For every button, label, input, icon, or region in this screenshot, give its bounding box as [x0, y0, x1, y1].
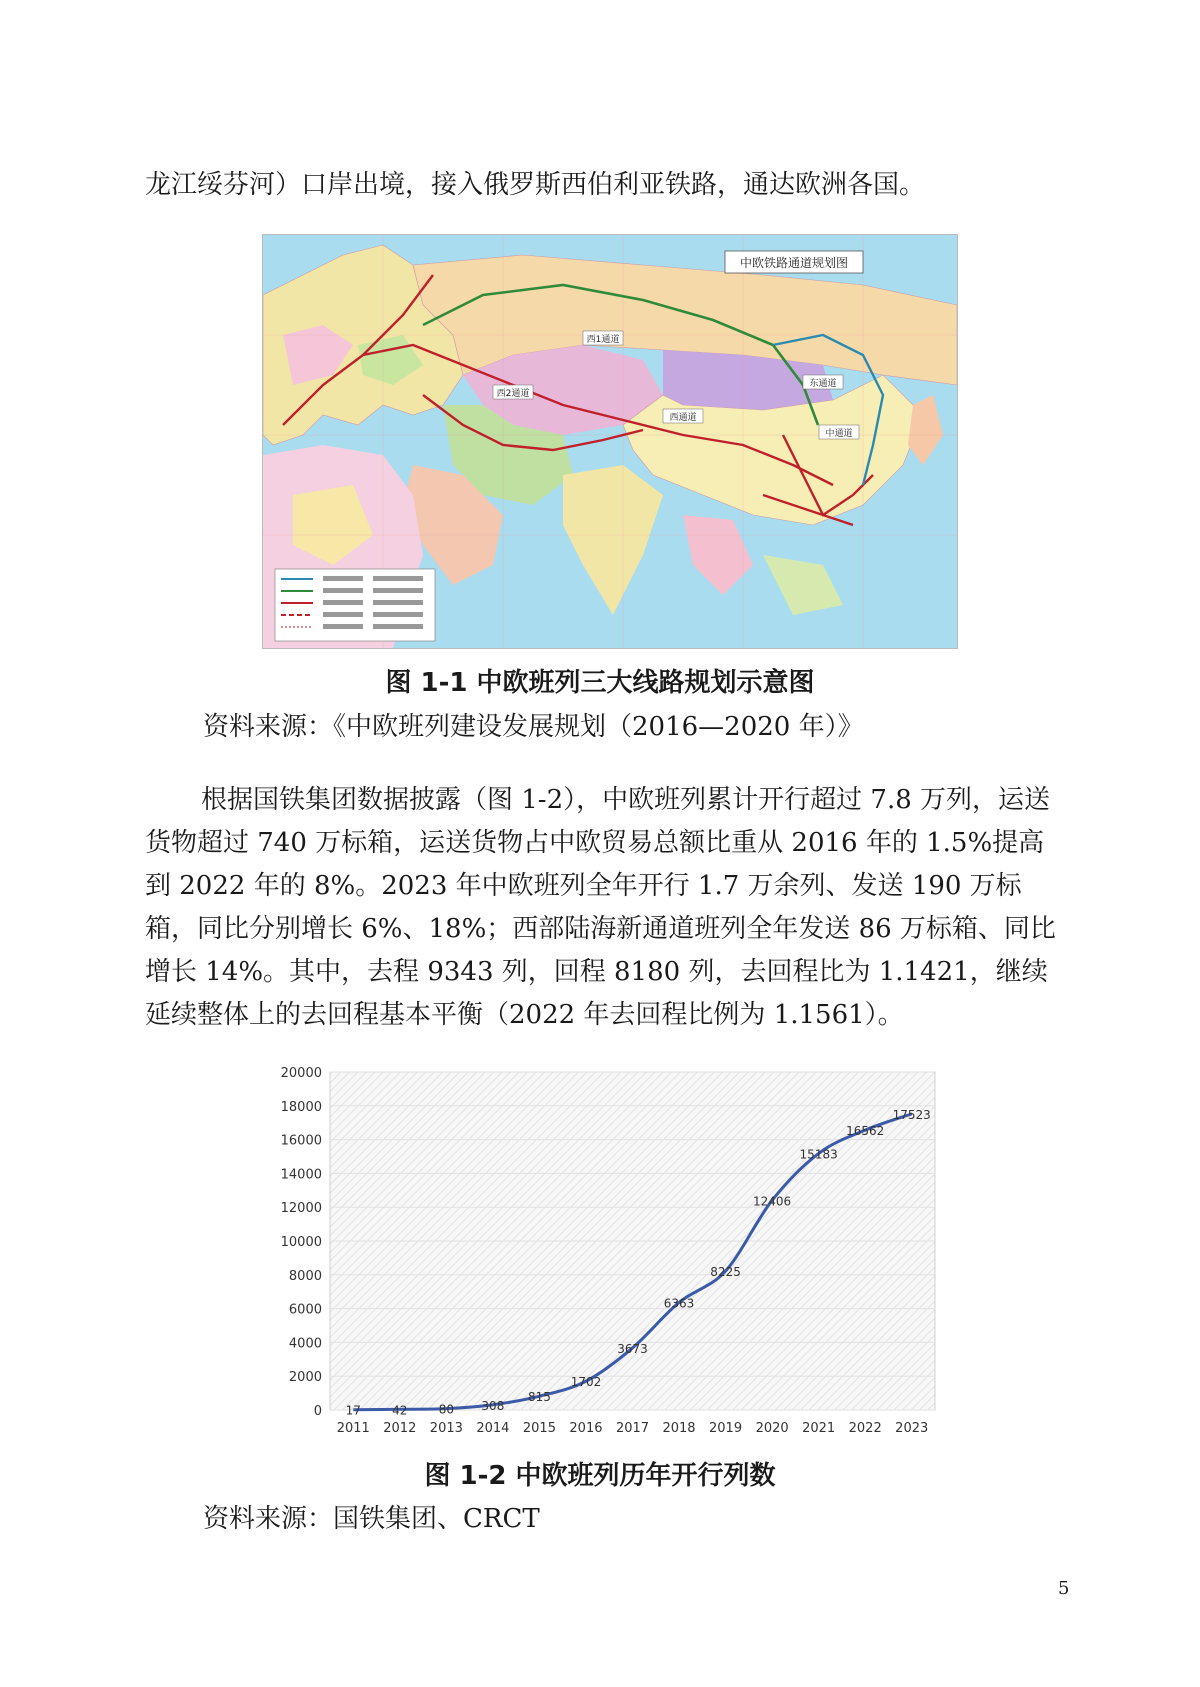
y-tick-label: 4000: [288, 1336, 322, 1352]
channel-label-east: 东通道: [809, 379, 837, 389]
chart-svg: [270, 1066, 950, 1446]
x-tick-label: 2019: [709, 1421, 743, 1436]
figure1-source: 资料来源：《中欧班列建设发展规划（2016—2020 年）》: [203, 712, 864, 742]
channel-label-west1: 西1通道: [586, 335, 620, 345]
data-label: 6363: [663, 1296, 695, 1311]
data-label: 308: [481, 1398, 505, 1413]
data-label: 80: [438, 1402, 454, 1417]
map-image: [262, 234, 958, 649]
x-tick-label: 2020: [755, 1421, 789, 1436]
x-tick-label: 2015: [522, 1421, 556, 1436]
data-label: 42: [392, 1403, 408, 1418]
y-tick-label: 6000: [288, 1302, 322, 1318]
figure1-caption: 图 1-1 中欧班列三大线路规划示意图: [385, 668, 815, 698]
x-tick-label: 2023: [895, 1421, 929, 1436]
data-label: 3673: [617, 1341, 648, 1356]
data-label: 17523: [892, 1107, 931, 1122]
data-label: 1702: [570, 1375, 602, 1390]
y-tick-label: 8000: [288, 1268, 322, 1284]
data-label: 815: [527, 1390, 551, 1405]
figure2-source: 资料来源：国铁集团、CRCT: [203, 1504, 540, 1534]
paragraph-intro: 龙江绥芬河）口岸出境，接入俄罗斯西伯利亚铁路，通达欧洲各国。: [145, 170, 926, 200]
figure2-caption: 图 1-2 中欧班列历年开行列数: [424, 1461, 776, 1491]
y-tick-label: 18000: [280, 1099, 322, 1115]
channel-label-middle: 中通道: [825, 429, 853, 439]
data-label: 15183: [799, 1147, 838, 1162]
x-tick-label: 2018: [662, 1421, 696, 1436]
y-tick-label: 16000: [280, 1133, 322, 1149]
data-label: 16562: [846, 1124, 885, 1139]
data-label: 12406: [753, 1194, 792, 1209]
paragraph-data: 根据国铁集团数据披露（图 1-2），中欧班列累计开行超过 7.8 万列，运送货物超过 740 万标箱，运送货物占中欧贸易总额比重从 2016 年的 1.5%提高到 2022 年的 8%。2023 年中欧班列全年开行 1.7 万余列、发送 190 万标箱，同比分别增长 6%、18%；西部陆海新通道班列全年发送 86 万标箱、同比增长 14%。其中，去程 9343 列，回程 8180 列，去回程比为 1.1421，继续延续整体上的去回程基本平衡（2022 年去回程比例为 1.1561）。: [145, 785, 1056, 1030]
line-chart: [270, 1066, 950, 1446]
page-number: 5: [1058, 1578, 1070, 1599]
y-tick-label: 14000: [280, 1167, 322, 1183]
x-tick-label: 2021: [802, 1421, 836, 1436]
map-legend: [275, 569, 435, 641]
map-illustration: [263, 235, 957, 648]
y-tick-label: 20000: [280, 1066, 322, 1081]
x-tick-label: 2014: [476, 1421, 510, 1436]
x-tick-label: 2022: [848, 1421, 882, 1436]
y-tick-label: 2000: [288, 1370, 322, 1386]
data-label: 8225: [710, 1264, 741, 1279]
map-title: 中欧铁路通道规划图: [739, 256, 849, 270]
x-tick-label: 2013: [429, 1421, 463, 1436]
y-tick-label: 10000: [280, 1235, 322, 1250]
channel-label-west2: 西2通道: [496, 389, 530, 399]
data-label: 17: [345, 1403, 361, 1418]
y-tick-label: 0: [313, 1404, 322, 1419]
y-tick-label: 12000: [280, 1201, 322, 1217]
x-tick-label: 2016: [569, 1421, 603, 1436]
x-tick-label: 2011: [336, 1421, 370, 1436]
channel-label-west: 西通道: [669, 413, 697, 423]
x-tick-label: 2012: [383, 1421, 417, 1436]
x-tick-label: 2017: [615, 1421, 650, 1436]
